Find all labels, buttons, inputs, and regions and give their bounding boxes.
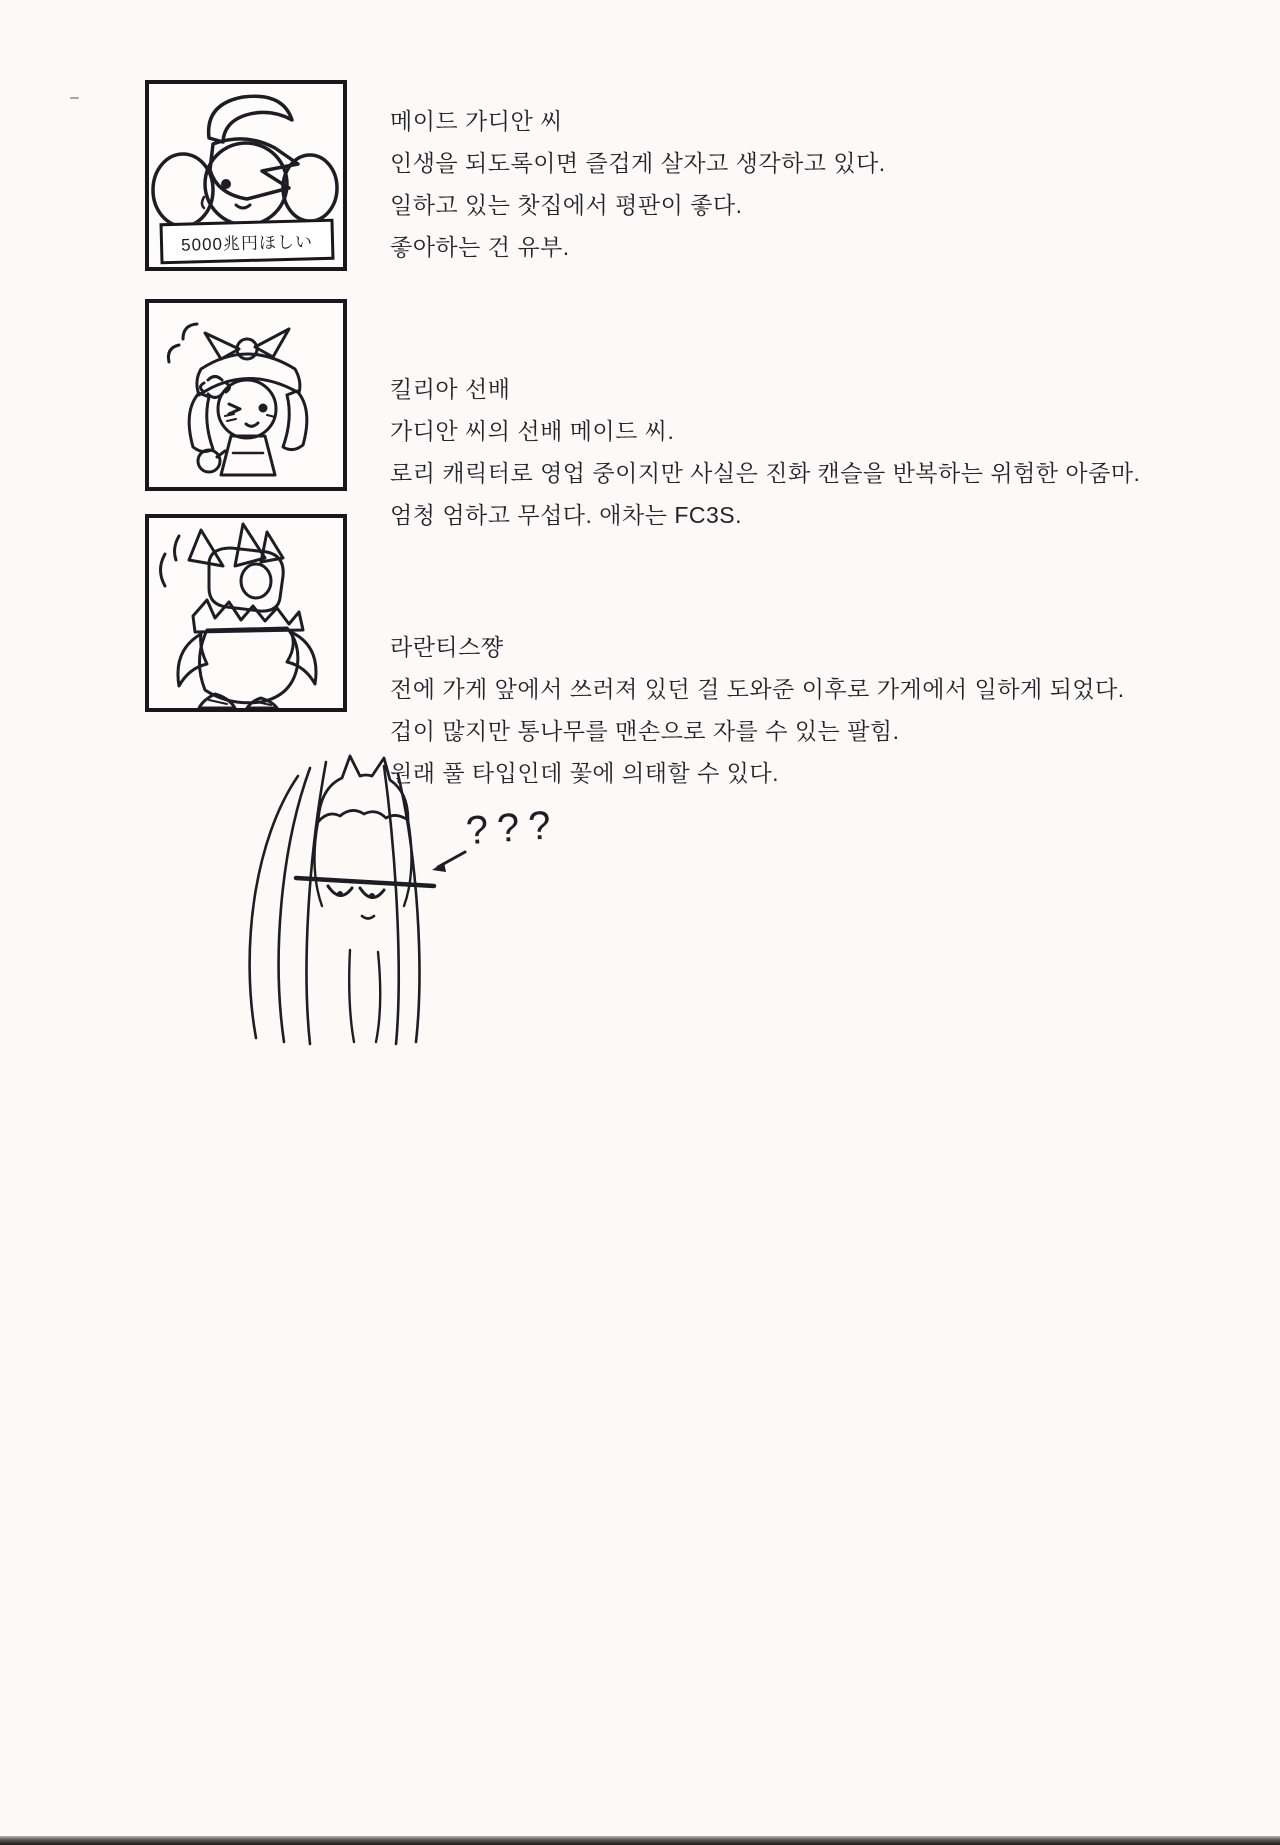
profile-text-gardevoir: [390, 100, 886, 268]
scan-edge-artifact: [0, 1836, 1280, 1845]
long-haired-character-sketch-icon: [210, 750, 640, 1060]
lurantis-illustration-icon: [149, 518, 343, 708]
question-marks-annotation: ???: [464, 802, 562, 854]
scan-speck: [70, 97, 79, 99]
profile-title: 메이드 가디안 씨: [390, 108, 563, 134]
profile-text-kirlia: [390, 368, 1140, 536]
profile-line: 일하고 있는 찻집에서 평판이 좋다.: [390, 192, 743, 218]
portrait-frame-gardevoir: [145, 80, 347, 271]
profile-line: 로리 캐릭터로 영업 중이지만 사실은 진화 캔슬을 반복하는 위험한 아줌마.: [390, 460, 1141, 486]
profile-line: 겁이 많지만 통나무를 맨손으로 자를 수 있는 팔힘.: [390, 718, 900, 744]
kirlia-senpai-illustration-icon: [149, 303, 343, 487]
portrait-frame-kirlia: [145, 299, 347, 491]
money-sign: 5000兆円ほしい: [159, 219, 334, 265]
profile-line: 좋아하는 건 유부.: [390, 234, 570, 260]
portrait-frame-lurantis: [145, 514, 347, 712]
left-arrow-icon: [432, 852, 465, 872]
profile-line: 가디안 씨의 선배 메이드 씨.: [390, 418, 675, 444]
profile-line: 전에 가게 앞에서 쓰러져 있던 걸 도와준 이후로 가게에서 일하게 되었다.: [390, 676, 1125, 702]
profile-line: 원래 풀 타입인데 꽃에 의태할 수 있다.: [390, 760, 780, 786]
profile-line: 인생을 되도록이면 즐겁게 살자고 생각하고 있다.: [390, 150, 886, 176]
profile-title: 라란티스쨩: [390, 634, 504, 660]
profile-line: 엄청 엄하고 무섭다. 애차는 FC3S.: [390, 502, 743, 528]
profile-title: 킬리아 선배: [390, 376, 511, 402]
